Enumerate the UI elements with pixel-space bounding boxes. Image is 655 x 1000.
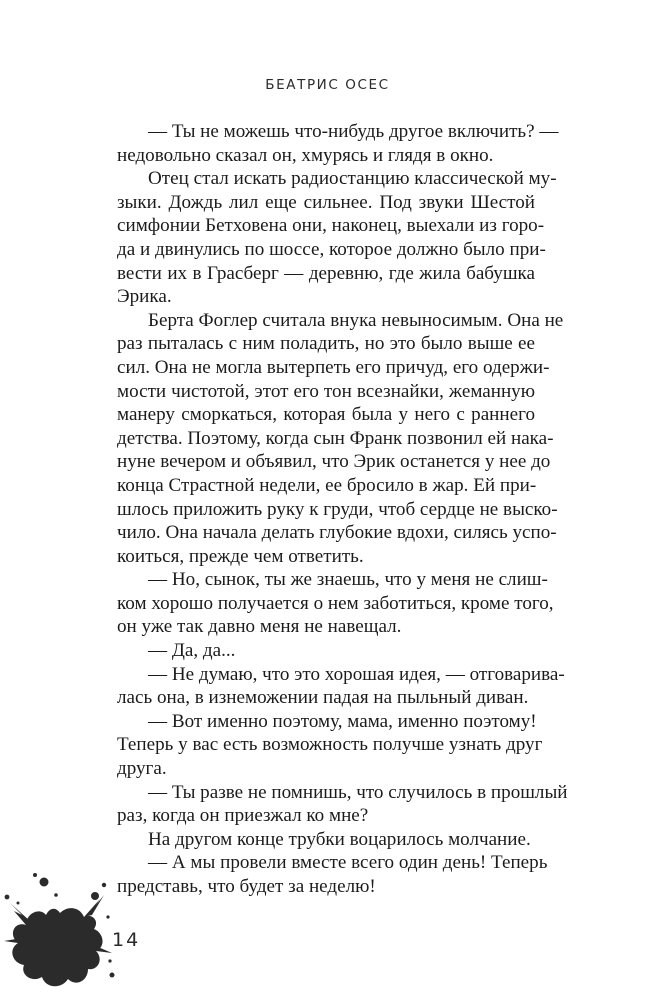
text-line: вести их в Грасберг — деревню, где жила бабушка	[117, 262, 535, 284]
paragraph	[117, 167, 557, 309]
ink-drop-icon	[91, 892, 99, 900]
paragraph	[117, 851, 548, 898]
paragraph	[117, 710, 543, 781]
ink-drop-icon	[110, 973, 115, 978]
text-line: — Ты разве не помнишь, что случилось в прошлый	[148, 781, 568, 803]
ink-drop-icon	[5, 895, 10, 900]
text-line: раз, когда он приезжал ко мне?	[117, 805, 369, 827]
text-line: — Не думаю, что это хорошая идея, — отговарива-	[148, 663, 565, 685]
text-line: раз пыталась с ним поладить, но это было выше ее	[117, 333, 535, 355]
running-header: БЕАТРИС ОСЕС	[265, 77, 390, 93]
text-line: нуне вечером и объявил, что Эрик останется у нее до	[117, 451, 551, 473]
ink-drop-icon	[108, 959, 111, 962]
text-line: он уже так давно меня не навещал.	[117, 616, 402, 638]
text-line: шлось приложить руку к груди, чтоб сердце не выско-	[117, 498, 558, 520]
text-line: симфонии Бетховена они, наконец, выехали из горо-	[117, 215, 545, 237]
text-line: Эрика.	[117, 286, 172, 308]
ink-drop-icon	[102, 883, 106, 887]
ink-blot-icon	[0, 855, 120, 1000]
ink-drop-icon	[17, 902, 20, 905]
text-line: — Вот именно поэтому, мама, именно поэтому!	[148, 710, 537, 732]
text-line: Берта Фоглер считала внука невыносимым. Она не	[148, 309, 564, 331]
text-line: — Ты не можешь что-нибудь другое включить? —	[148, 121, 559, 142]
ink-drop-icon	[54, 893, 58, 897]
text-line: зыки. Дождь лил еще сильнее. Под звуки Шестой	[117, 191, 535, 213]
text-line: ком хорошо получается о нем заботиться, кроме того,	[117, 592, 554, 614]
paragraph	[117, 568, 554, 639]
text-line: чило. Она начала делать глубокие вдохи, силясь успо-	[117, 522, 557, 544]
text-line: — Но, сынок, ты же знаешь, что у меня не слиш-	[148, 569, 548, 591]
paragraph	[117, 663, 565, 710]
text-line: лась она, в изнеможении падая на пыльный диван.	[117, 687, 529, 709]
ink-drop-icon	[33, 873, 37, 877]
text-line: — А мы провели вместе всего один день! Теперь	[148, 852, 548, 874]
paragraph	[117, 309, 564, 569]
text-line: Отец стал искать радиостанцию классической му-	[148, 168, 557, 190]
paragraph	[117, 120, 559, 167]
ink-drop-icon	[106, 915, 109, 918]
text-line: детства. Поэтому, когда сын Франк позвонил ей нака-	[117, 427, 554, 449]
paragraph	[117, 781, 568, 828]
text-line: мости чистотой, этот его тон всезнайки, жеманную	[117, 380, 535, 402]
body-text	[117, 120, 568, 899]
page-number: 14	[112, 929, 141, 951]
text-line: недовольно сказал он, хмурясь и глядя в окно.	[117, 144, 494, 166]
text-line: представь, что будет за неделю!	[117, 876, 376, 897]
paragraph	[117, 828, 535, 852]
text-line: На другом конце трубки воцарилось молчание.	[148, 828, 531, 850]
text-line: коиться, прежде чем ответить.	[117, 545, 364, 567]
text-line: да и двинулись по шоссе, которое должно было при-	[117, 238, 546, 260]
text-line: конца Страстной недели, ее бросило в жар. Ей при-	[117, 474, 537, 496]
text-line: сил. Она не могла вытерпеть его причуд, его одержи-	[117, 356, 550, 378]
paragraph	[117, 639, 535, 663]
text-line: манеру сморкаться, которая была у него с раннего	[117, 404, 535, 426]
ink-drop-icon	[40, 878, 49, 887]
text-line: — Да, да...	[148, 640, 236, 662]
text-line: друга.	[117, 758, 167, 780]
text-line: Теперь у вас есть возможность получше узнать друг	[117, 734, 543, 756]
